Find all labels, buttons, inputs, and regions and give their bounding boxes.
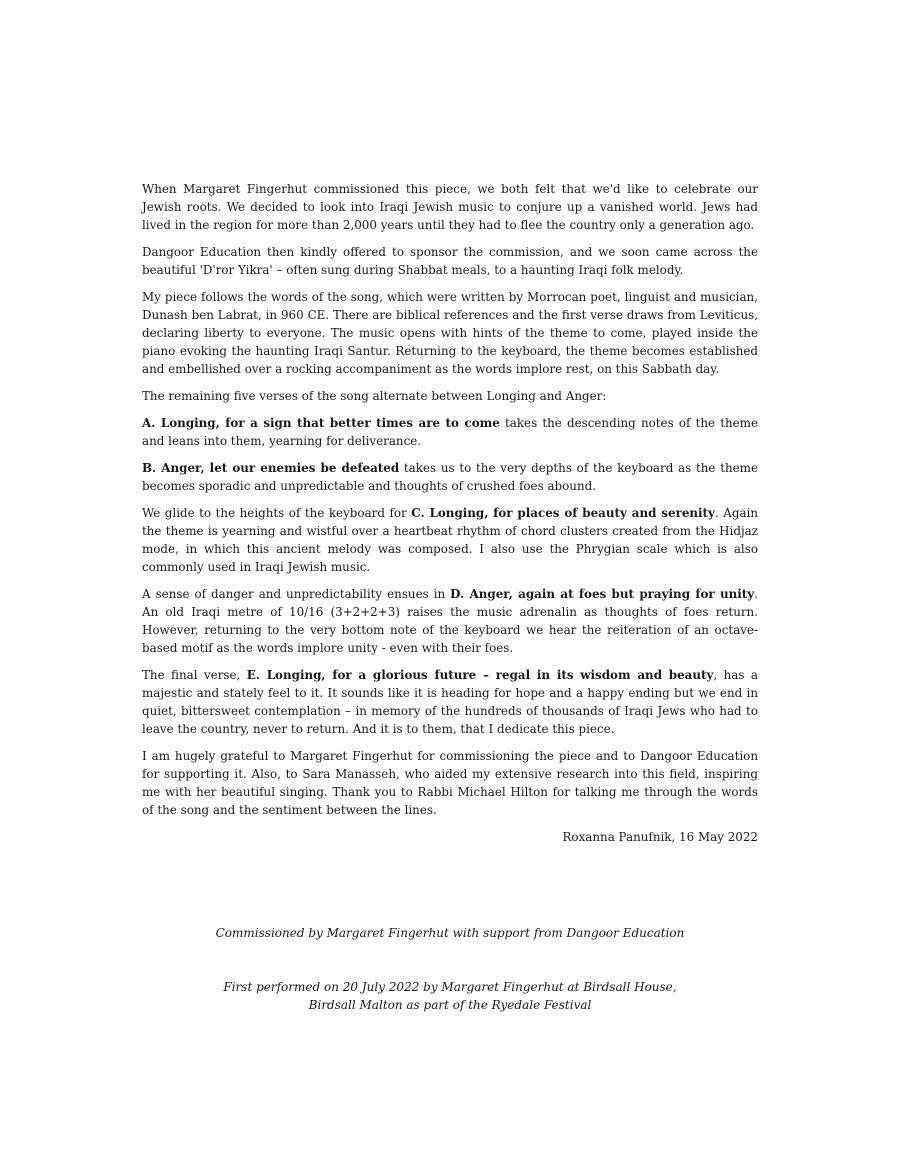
verse-e-lead: The final verse, (142, 668, 247, 682)
first-performance-credit (0, 978, 900, 1014)
paragraph-intro: When Margaret Fingerhut commissioned this piece, we both felt that we'd like to celebrate our Jewish roots. We decided to look into Iraqi Jewish music to conjure up a vanished world. Jews had lived in the region for more than 2,000 years until they had to flee the country only a generation ago. (142, 182, 758, 232)
programme-note (142, 180, 758, 846)
verse-d-title: D. Anger, again at foes but praying for unity (450, 587, 755, 601)
verse-c-title: C. Longing, for places of beauty and serenity (411, 506, 715, 520)
paragraph-verses-intro: The remaining five verses of the song alternate between Longing and Anger: (142, 389, 607, 403)
verse-d-lead: A sense of danger and unpredictability ensues in (142, 587, 451, 601)
paragraph-verse-c (142, 504, 758, 576)
verse-e-title: E. Longing, for a glorious future – regal in its wisdom and beauty (246, 668, 714, 682)
paragraph-verse-b (142, 459, 758, 495)
verse-a-text: takes the descending notes of the theme and leans into them, yearning for deliverance. (142, 416, 758, 448)
verse-b-text: takes us to the very depths of the keyboard as the theme becomes sporadic and unpredictable and thoughts of crushed foes abound. (142, 461, 758, 493)
first-performance-line-1: First performed on 20 July 2022 by Margaret Fingerhut at Birdsall House, (223, 980, 677, 994)
first-performance-line-2: Birdsall Malton as part of the Ryedale Festival (308, 998, 592, 1012)
commission-credit: Commissioned by Margaret Fingerhut with support from Dangoor Education (215, 926, 685, 940)
paragraph-sponsor: Dangoor Education then kindly offered to sponsor the commission, and we soon came across the beautiful 'D'ror Yikra' – often sung during Shabbat meals, to a haunting Iraqi folk melody. (142, 245, 758, 277)
paragraph-verse-e (142, 666, 758, 738)
verse-a-title: A. Longing, for a sign that better times are to come (142, 416, 500, 430)
paragraph-verse-d (142, 585, 758, 657)
verse-e-text: , has a majestic and stately feel to it. It sounds like it is heading for hope and a happy ending but we end in quiet, bittersweet contemplation – in memory of the hundreds of thousands of Iraqi Jews who had to leave the country, never to return. And it is to them, that I dedicate this piece. (142, 668, 758, 736)
paragraph-acknowledgements: I am hugely grateful to Margaret Fingerhut for commissioning the piece and to Dangoor Education for supporting it. Also, to Sara Manasseh, who aided my extensive research into this field, inspiring me with her beautiful singing. Thank you to Rabbi Michael Hilton for talking me through the words of the song and the sentiment between the lines. (142, 749, 758, 817)
verse-c-text: . Again the theme is yearning and wistful over a heartbeat rhythm of chord clusters created from the Hidjaz mode, in which this ancient melody was composed. I also use the Phrygian scale which is also commonly used in Iraqi Jewish music. (142, 506, 758, 574)
paragraph-song-words: My piece follows the words of the song, which were written by Morrocan poet, linguist and musician, Dunash ben Labrat, in 960 CE. There are biblical references and the first verse draws from Leviticus, declaring liberty to everyone. The music opens with hints of the theme to come, played inside the piano evoking the haunting Iraqi Santur. Returning to the keyboard, the theme becomes established and embellished over a rocking accompaniment as the words implore rest, on this Sabbath day. (142, 290, 758, 376)
verse-d-text: . An old Iraqi metre of 10/16 (3+2+2+3) raises the music adrenalin as thoughts of foes return. However, returning to the very bottom note of the keyboard we hear the reiteration of an octave-based motif as the words implore unity - even with their foes. (142, 587, 758, 655)
verse-c-lead: We glide to the heights of the keyboard for (142, 506, 412, 520)
paragraph-verse-a (142, 414, 758, 450)
author-signature: Roxanna Panufnik, 16 May 2022 (562, 830, 758, 844)
verse-b-title: B. Anger, let our enemies be defeated (142, 461, 400, 475)
